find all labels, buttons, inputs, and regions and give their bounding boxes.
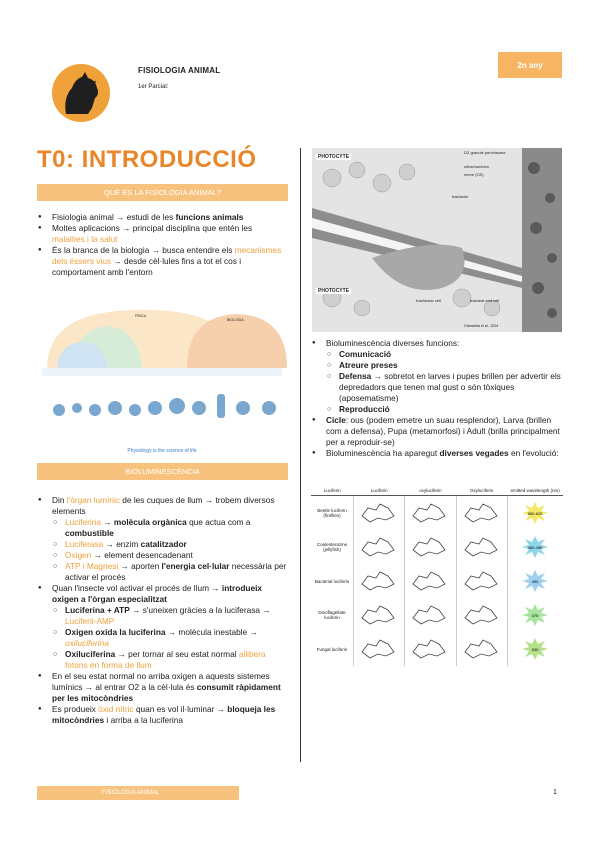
- burst-icon: [522, 536, 548, 558]
- molecule-icon: [356, 500, 402, 526]
- organism-cell: Dinoflagellate luciferin: [311, 598, 354, 632]
- sub-list-item: ○ Defensa → sobretot en larves i pupes brillen per advertir els depredadors que tenen mal gust o són tòxiques (aposematisme): [326, 371, 563, 404]
- sub-list-item: ○ Oxigen oxida la luciferina → molècula inestable → oxiluciferina: [52, 627, 289, 649]
- animal-silhouette-icon: [52, 64, 110, 122]
- table-row: [311, 598, 563, 632]
- structure-cell: [456, 496, 507, 531]
- footer-label: FISIOLOGIA ANIMAL: [102, 790, 160, 796]
- molecule-icon: [407, 534, 453, 560]
- table-row: [311, 632, 563, 666]
- molecule-icon: [459, 534, 505, 560]
- figure-label: BIOLOGIA: [227, 318, 244, 322]
- organism-cell: Bacterial luciferin: [311, 564, 354, 598]
- photocyte-diagram: [312, 148, 562, 332]
- list-item: ● Bioluminescència diverses funcions: ○ Comunicació ○ Atreure preses ○ Defensa → sobretot en larves i pupes brillen per advertir els depredadors que tenen mal gust o són tòxiques (aposematisme) ○ Reproducció: [311, 338, 563, 415]
- molecule-icon: [459, 602, 505, 628]
- burst-icon: [522, 638, 548, 660]
- structure-cell: [405, 564, 456, 598]
- molecule-icon: [407, 602, 453, 628]
- molecule-icon: [356, 534, 402, 560]
- list-item: ● Quan l'insecte vol activar el procés de llum → introdueix oxigen a l'òrgan especialitzat ○ Luciferina + ATP → s'uneixen gràcies a la luciferasa → Luciferil-AMP ○ Oxigen oxida la luciferina → molècula inestable → oxiluciferina ○ Oxiluciferina → per tornar al seu estat normal allibera fotons en forma de llum: [37, 583, 289, 671]
- list-item: ● En el seu estat normal no arriba oxigen a aquests sistemes lumínics → al entrar O2 a la cèl·lula és consumit ràpidament per les mitocòndries: [37, 671, 289, 704]
- structure-cell: [456, 564, 507, 598]
- emission-cell: [507, 598, 563, 632]
- photocyte-figure: [312, 148, 562, 332]
- table-header: oxyluciferin: [405, 486, 456, 496]
- right-bullets: [311, 338, 563, 459]
- structure-cell: [456, 530, 507, 564]
- sub-list-item: ○ Luciferina + ATP → s'uneixen gràcies a la luciferasa → Luciferil-AMP: [52, 605, 289, 627]
- list-item: ● Es produeix òxid nítric quan es vol il·luminar → bloqueja les mitocòndries i arriba a la luciferina: [37, 704, 289, 726]
- structure-cell: [354, 564, 405, 598]
- molecule-icon: [459, 568, 505, 594]
- physiology-diagram: [37, 298, 287, 460]
- figure-caption: Physiology is the science of life: [127, 448, 197, 454]
- year-badge: 2n any: [498, 52, 562, 78]
- list-item: ● Fisiologia animal → estudi de les funcions animals: [37, 212, 287, 223]
- emission-cell: [507, 632, 563, 666]
- burst-icon: [522, 604, 548, 626]
- figure-label: FÍSICA: [135, 314, 147, 318]
- sub-list-item: ○ Comunicació: [326, 349, 563, 360]
- figure-label: PHOTOCYTE: [318, 288, 350, 294]
- structure-cell: [405, 530, 456, 564]
- figure-label: tracheal end cell: [470, 298, 500, 303]
- burst-icon: [522, 502, 548, 524]
- burst-icon: [522, 570, 548, 592]
- molecule-icon: [356, 636, 402, 662]
- course-logo: [52, 64, 110, 122]
- page-number: 1: [553, 789, 557, 796]
- sub-list-item: ○ Oxigen → element desencadenant: [52, 550, 289, 561]
- sub-list-item: ○ Luciferina → molècula orgànica que actua com a combustible: [52, 517, 289, 539]
- bioluminescence-bullets: [37, 495, 289, 726]
- wavelength-label: 475: [532, 612, 539, 618]
- list-item: ● Din l'òrgan lumínic de les cuques de llum → trobem diversos elements ○ Luciferina → molècula orgànica que actua com a combustible ○ Luciferasa → enzim catalitzador ○ Oxigen → element desencadenant ○ ATP i Magnesi → aporten l'energia cel·lular necessària per activar el procés: [37, 495, 289, 583]
- table-row: [311, 530, 563, 564]
- figure-label: tracheolar cell: [416, 298, 441, 303]
- sub-list-item: ○ ATP i Magnesi → aporten l'energia cel·lular necessària per activar el procés: [52, 561, 289, 583]
- molecule-icon: [407, 568, 453, 594]
- table-header: Luciferin: [354, 486, 405, 496]
- section-heading-physiology: QUÈ ÉS LA FISIOLOGIA ANIMAL?: [37, 184, 288, 201]
- structure-cell: [354, 632, 405, 666]
- figure-label: mitochondrion: [464, 164, 490, 169]
- list-item: ● Moltes aplicacions → principal disciplina que entén les malalties i la salut: [37, 223, 287, 245]
- wavelength-label: 530: [532, 646, 539, 652]
- structure-cell: [405, 598, 456, 632]
- organism-cell: Coelenterazine (jellyfish): [311, 530, 354, 564]
- physiology-figure: [37, 298, 287, 460]
- organism-cell: Fungal luciferin: [311, 632, 354, 666]
- molecule-icon: [459, 636, 505, 662]
- sub-list-item: ○ Atreure preses: [326, 360, 563, 371]
- emission-cell: [507, 564, 563, 598]
- table-row: [311, 564, 563, 598]
- molecule-icon: [407, 636, 453, 662]
- organism-cell: Beetle luciferin (fireflies): [311, 496, 354, 531]
- structure-cell: [405, 632, 456, 666]
- wavelength-label: 560-620: [528, 510, 543, 516]
- molecule-icon: [407, 500, 453, 526]
- structure-cell: [405, 496, 456, 531]
- molecule-icon: [356, 602, 402, 628]
- section-heading-bioluminescence: BIOLUMINESCÈNCIA: [37, 463, 288, 480]
- table-header: Oxyluciferin: [456, 486, 507, 496]
- course-title: FISIOLOGIA ANIMAL: [138, 66, 221, 75]
- emission-cell: [507, 496, 563, 531]
- table-header: Luciferin: [311, 486, 354, 496]
- table-header: emitted wavelength (nm): [507, 486, 563, 496]
- sub-list-item: ○ Reproducció: [326, 404, 563, 415]
- header-subtitle: 1er Parcial:: [138, 84, 169, 90]
- list-item: ● És la branca de la biologia → busca entendre els mecanismes dels éssers vius → desde cèl·lules fins a tot el cos i comportament amb l'entorn: [37, 245, 287, 278]
- luciferin-table: [311, 486, 563, 666]
- wavelength-label: 490: [532, 578, 539, 584]
- structure-cell: [354, 598, 405, 632]
- figure-credit: Ghiradella et al., 2004: [464, 324, 499, 328]
- structure-cell: [354, 496, 405, 531]
- figure-label: tracheole: [452, 194, 469, 199]
- footer-bar: [37, 786, 239, 800]
- list-item: ● Bioluminescència ha aparegut diverses vegades en l'evolució:: [311, 448, 563, 459]
- figure-label: nerve (OS): [464, 172, 484, 177]
- physiology-bullets: [37, 212, 287, 278]
- sub-list-item: ○ Luciferasa → enzim catalitzador: [52, 539, 289, 550]
- figure-label: DZ granule peroxisome: [464, 150, 506, 155]
- molecule-icon: [356, 568, 402, 594]
- table-row: [311, 496, 563, 531]
- emission-cell: [507, 530, 563, 564]
- page-title: T0: INTRODUCCIÓ: [37, 146, 257, 173]
- sub-list-item: ○ Oxiluciferina → per tornar al seu estat normal allibera fotons en forma de llum: [52, 649, 289, 671]
- luciferin-table-figure: [311, 486, 563, 664]
- wavelength-label: 460-490: [528, 544, 543, 550]
- molecule-icon: [459, 500, 505, 526]
- structure-cell: [354, 530, 405, 564]
- structure-cell: [456, 598, 507, 632]
- figure-label: PHOTOCYTE: [318, 154, 350, 160]
- structure-cell: [456, 632, 507, 666]
- list-item: ● Cicle: ous (podem emetre un suau resplendor), Larva (brillen com a defensa), Pupa (metamorfosi) i Adult (brilla principalment per a reproduir-se): [311, 415, 563, 448]
- column-divider: [300, 148, 301, 762]
